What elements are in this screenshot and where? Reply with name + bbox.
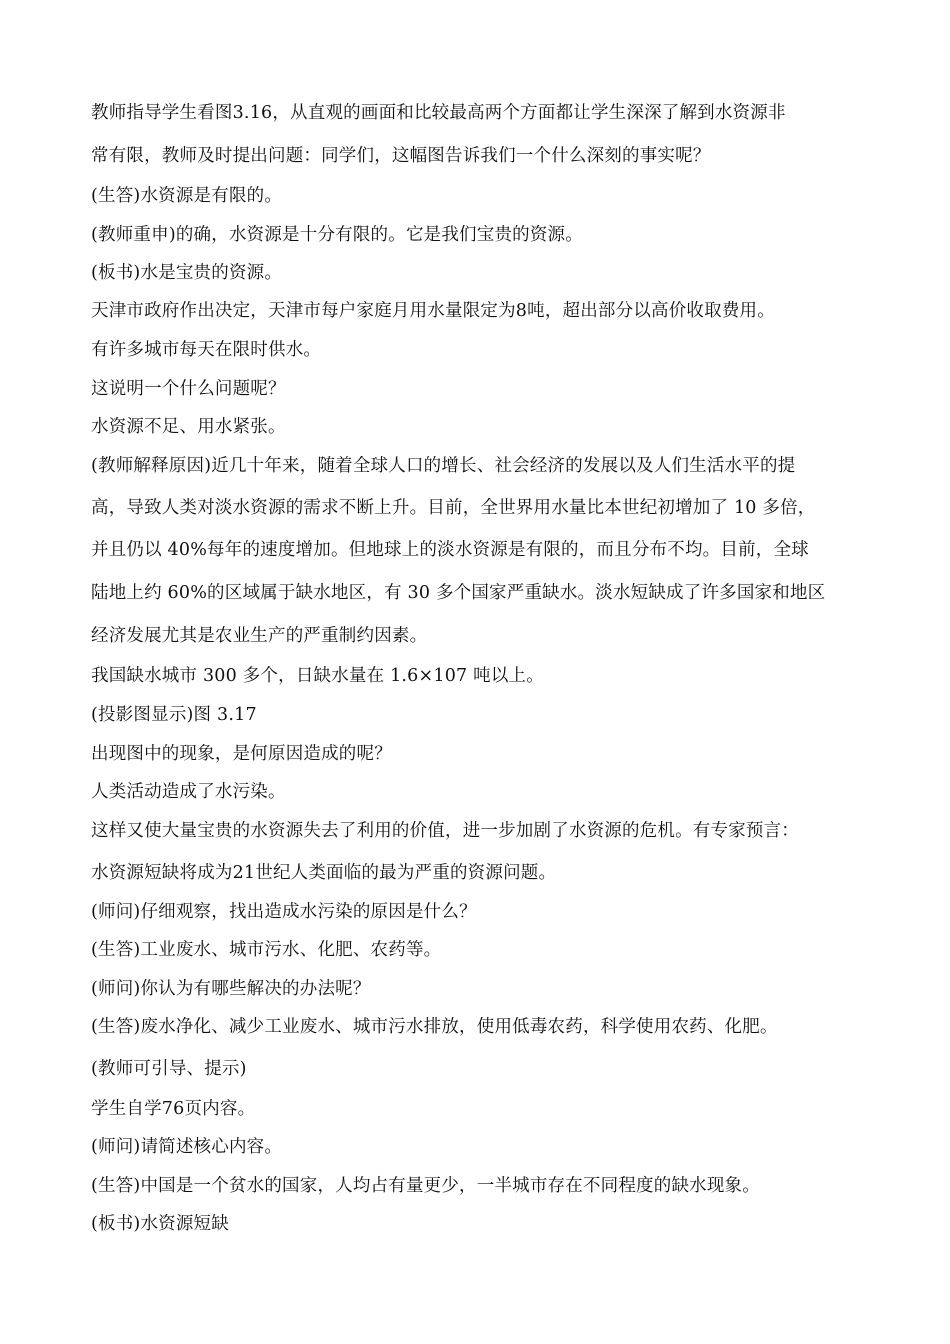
paragraph-line: 有许多城市每天在限时供水。 bbox=[91, 340, 322, 360]
paragraph-line: (板书)水是宝贵的资源。 bbox=[91, 263, 283, 283]
paragraph-line: 我国缺水城市 300 多个，日缺水量在 1.6×107 吨以上。 bbox=[91, 666, 544, 686]
paragraph-line: 人类活动造成了水污染。 bbox=[91, 782, 286, 802]
paragraph-line: (师问)请简述核心内容。 bbox=[91, 1137, 283, 1157]
paragraph-line: 这样又使大量宝贵的水资源失去了利用的价值，进一步加剧了水资源的危机。有专家预言： bbox=[91, 821, 799, 841]
paragraph-line: 经济发展尤其是农业生产的严重制约因素。 bbox=[91, 626, 428, 646]
paragraph-line: 出现图中的现象，是何原因造成的呢？ bbox=[91, 744, 392, 764]
paragraph-line: 水资源短缺将成为21世纪人类面临的最为严重的资源问题。 bbox=[91, 863, 557, 883]
paragraph-line: 教师指导学生看图3.16，从直观的画面和比较最高两个方面都让学生深深了解到水资源非 bbox=[91, 103, 786, 123]
paragraph-line: (板书)水资源短缺 bbox=[91, 1214, 229, 1234]
paragraph-line: (生答)废水净化、减少工业废水、城市污水排放，使用低毒农药，科学使用农药、化肥。 bbox=[91, 1017, 778, 1037]
paragraph-line: (师问)仔细观察，找出造成水污染的原因是什么？ bbox=[91, 902, 477, 922]
paragraph-line: 水资源不足、用水紧张。 bbox=[91, 417, 286, 437]
paragraph-line: (生答)工业废水、城市污水、化肥、农药等。 bbox=[91, 940, 442, 960]
paragraph-line: (教师可引导、提示) bbox=[91, 1059, 247, 1079]
paragraph-line: 陆地上约 60%的区域属于缺水地区，有 30 多个国家严重缺水。淡水短缺成了许多国家和地区 bbox=[91, 583, 826, 603]
paragraph-line: (教师解释原因)近几十年来，随着全球人口的增长、社会经济的发展以及人们生活水平的提 bbox=[91, 456, 796, 476]
paragraph-line: (师问)你认为有哪些解决的办法呢？ bbox=[91, 979, 371, 999]
paragraph-line: 天津市政府作出决定，天津市每户家庭月用水量限定为8吨，超出部分以高价收取费用。 bbox=[91, 301, 775, 321]
paragraph-line: (教师重申)的确，水资源是十分有限的。它是我们宝贵的资源。 bbox=[91, 225, 583, 245]
paragraph-line: 高，导致人类对淡水资源的需求不断上升。目前，全世界用水量比本世纪初增加了 10 多倍， bbox=[91, 498, 816, 518]
paragraph-line: 学生自学76页内容。 bbox=[91, 1099, 256, 1119]
paragraph-line: (生答)水资源是有限的。 bbox=[91, 186, 283, 206]
paragraph-line: 并且仍以 40%每年的速度增加。但地球上的淡水资源是有限的，而且分布不均。目前，全球 bbox=[91, 540, 809, 560]
paragraph-line: 常有限，教师及时提出问题：同学们，这幅图告诉我们一个什么深刻的事实呢？ bbox=[91, 146, 711, 166]
paragraph-line: (生答)中国是一个贫水的国家，人均占有量更少，一半城市存在不同程度的缺水现象。 bbox=[91, 1176, 760, 1196]
paragraph-line: 这说明一个什么问题呢？ bbox=[91, 379, 286, 399]
paragraph-line: (投影图显示)图 3.17 bbox=[91, 705, 257, 725]
